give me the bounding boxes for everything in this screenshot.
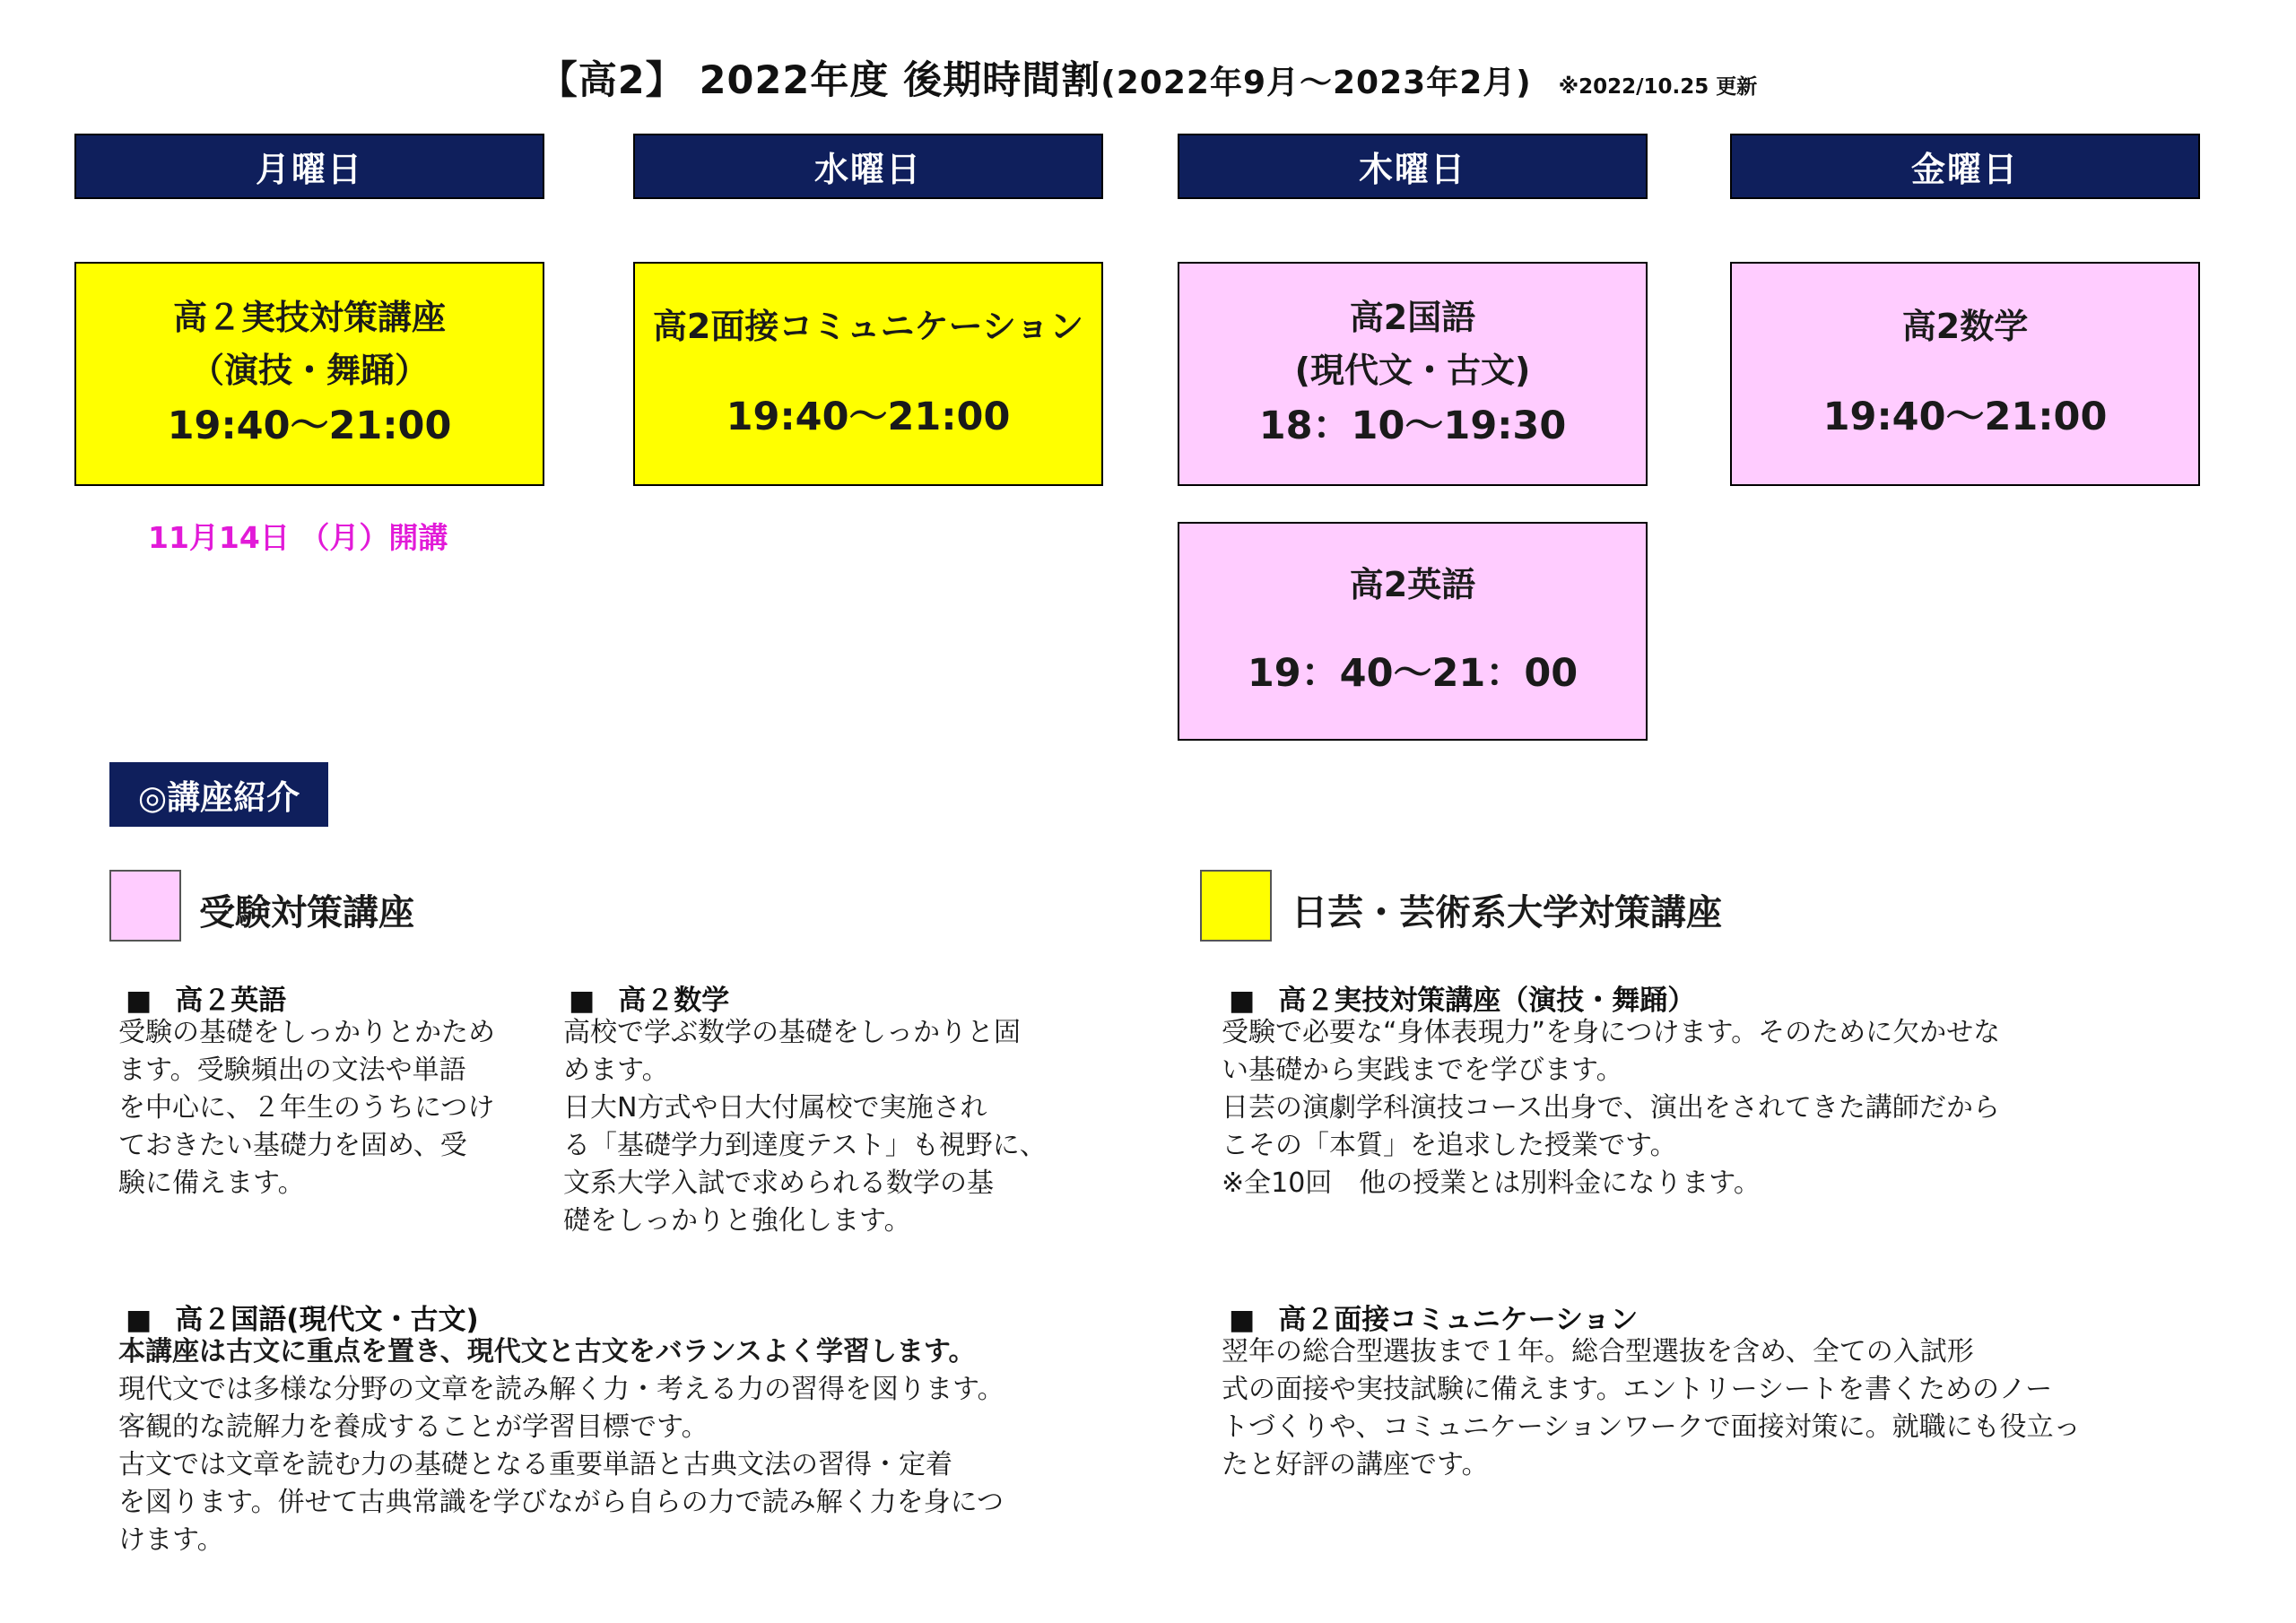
desc-heading-jitsugi: ■ 高２実技対策講座（演技・舞踊） bbox=[1229, 985, 1696, 1017]
square-bullet-icon: ■ bbox=[126, 985, 152, 1017]
class-time: 19:40～21:00 bbox=[1822, 394, 2108, 439]
square-bullet-icon: ■ bbox=[569, 985, 596, 1017]
page-title bbox=[0, 50, 2296, 105]
class-time: 18：10～19:30 bbox=[1258, 404, 1567, 449]
class-name: 高2面接コミュニケーション bbox=[652, 307, 1084, 347]
desc-body-kokugo: 本講座は古文に重点を置き、現代文と古文をバランスよく学習します。 現代文では多様な分野の文章を読み解く力・考える力の習得を図ります。 客観的な読解力を養成することが学習目標です。 古文では文章を読む力の基礎となる重要単語と古典文法の習得・定着 を図ります。併せて古典常識を学びながら自らの力で読み解く力を身につ けます。 bbox=[118, 1336, 1004, 1556]
class-card-thu-eigo bbox=[1178, 522, 1648, 741]
title-updated: ※2022/10.25 更新 bbox=[1558, 75, 1758, 99]
class-time: 19:40～21:00 bbox=[167, 404, 452, 449]
day-header-monday: 月曜日 bbox=[74, 134, 544, 199]
square-bullet-icon: ■ bbox=[1229, 1304, 1256, 1336]
legend-swatch-pink bbox=[109, 870, 181, 942]
class-subtitle: (現代文・古文) bbox=[1294, 351, 1531, 391]
class-subtitle: （演技・舞踊） bbox=[189, 351, 429, 391]
desc-body-jitsugi: 受験で必要な“身体表現力”を身につけます。そのために欠かせな い基礎から実践までを学びます。 日芸の演劇学科演技コース出身で、演出をされてきた講師だから こその「本質」を追求した授業です。 ※全10回 他の授業とは別料金になります。 bbox=[1222, 1017, 2001, 1199]
desc-body-sugaku: 高校で学ぶ数学の基礎をしっかりと固 めます。 日大N方式や日大付属校で実施され る「基礎学力到達度テスト」も視野に、 文系大学入試で求められる数学の基 礎をしっかりと強化します。 bbox=[563, 1017, 1047, 1237]
day-header-thursday: 木曜日 bbox=[1178, 134, 1648, 199]
class-name: 高2英語 bbox=[1349, 565, 1476, 605]
class-card-wed-mensetsu bbox=[633, 262, 1103, 486]
class-time: 19：40～21：00 bbox=[1247, 650, 1578, 696]
desc-heading-mensetsu: ■ 高２面接コミュニケーション bbox=[1229, 1304, 1639, 1336]
class-card-mon-jitsugi bbox=[74, 262, 544, 486]
legend-label-pink: 受験対策講座 bbox=[199, 892, 414, 933]
section-header-course-intro: ◎講座紹介 bbox=[109, 762, 328, 827]
title-main: 【高2】 2022年度 後期時間割 bbox=[538, 58, 1101, 103]
mon-start-note: 11月14日 （月）開講 bbox=[148, 520, 448, 555]
desc-body-eigo: 受験の基礎をしっかりとかため ます。受験頻出の文法や単語 を中心に、２年生のうちにつけ ておきたい基礎力を固め、受 験に備えます。 bbox=[118, 1017, 495, 1199]
class-time: 19:40～21:00 bbox=[726, 394, 1011, 439]
desc-heading-eigo: ■ 高２英語 bbox=[126, 985, 287, 1017]
square-bullet-icon: ■ bbox=[1229, 985, 1256, 1017]
desc-heading-sugaku: ■ 高２数学 bbox=[569, 985, 730, 1017]
class-card-thu-kokugo bbox=[1178, 262, 1648, 486]
class-name: 高２実技対策講座 bbox=[172, 297, 446, 337]
square-bullet-icon: ■ bbox=[126, 1304, 152, 1336]
title-period: (2022年9月～2023年2月) bbox=[1100, 65, 1532, 101]
class-name: 高2国語 bbox=[1349, 297, 1476, 337]
class-card-fri-sugaku bbox=[1730, 262, 2200, 486]
desc-heading-kokugo: ■ 高２国語(現代文・古文) bbox=[126, 1304, 479, 1336]
day-header-wednesday: 水曜日 bbox=[633, 134, 1103, 199]
legend-label-yellow: 日芸・芸術系大学対策講座 bbox=[1292, 892, 1722, 933]
legend-swatch-yellow bbox=[1200, 870, 1272, 942]
class-name: 高2数学 bbox=[1901, 307, 2029, 347]
day-header-friday: 金曜日 bbox=[1730, 134, 2200, 199]
desc-body-mensetsu: 翌年の総合型選抜まで１年。総合型選抜を含め、全ての入試形 式の面接や実技試験に備えます。エントリーシートを書くためのノー トづくりや、コミュニケーションワークで面接対策に。就職にも役立っ たと好評の講座です。 bbox=[1222, 1336, 2081, 1480]
